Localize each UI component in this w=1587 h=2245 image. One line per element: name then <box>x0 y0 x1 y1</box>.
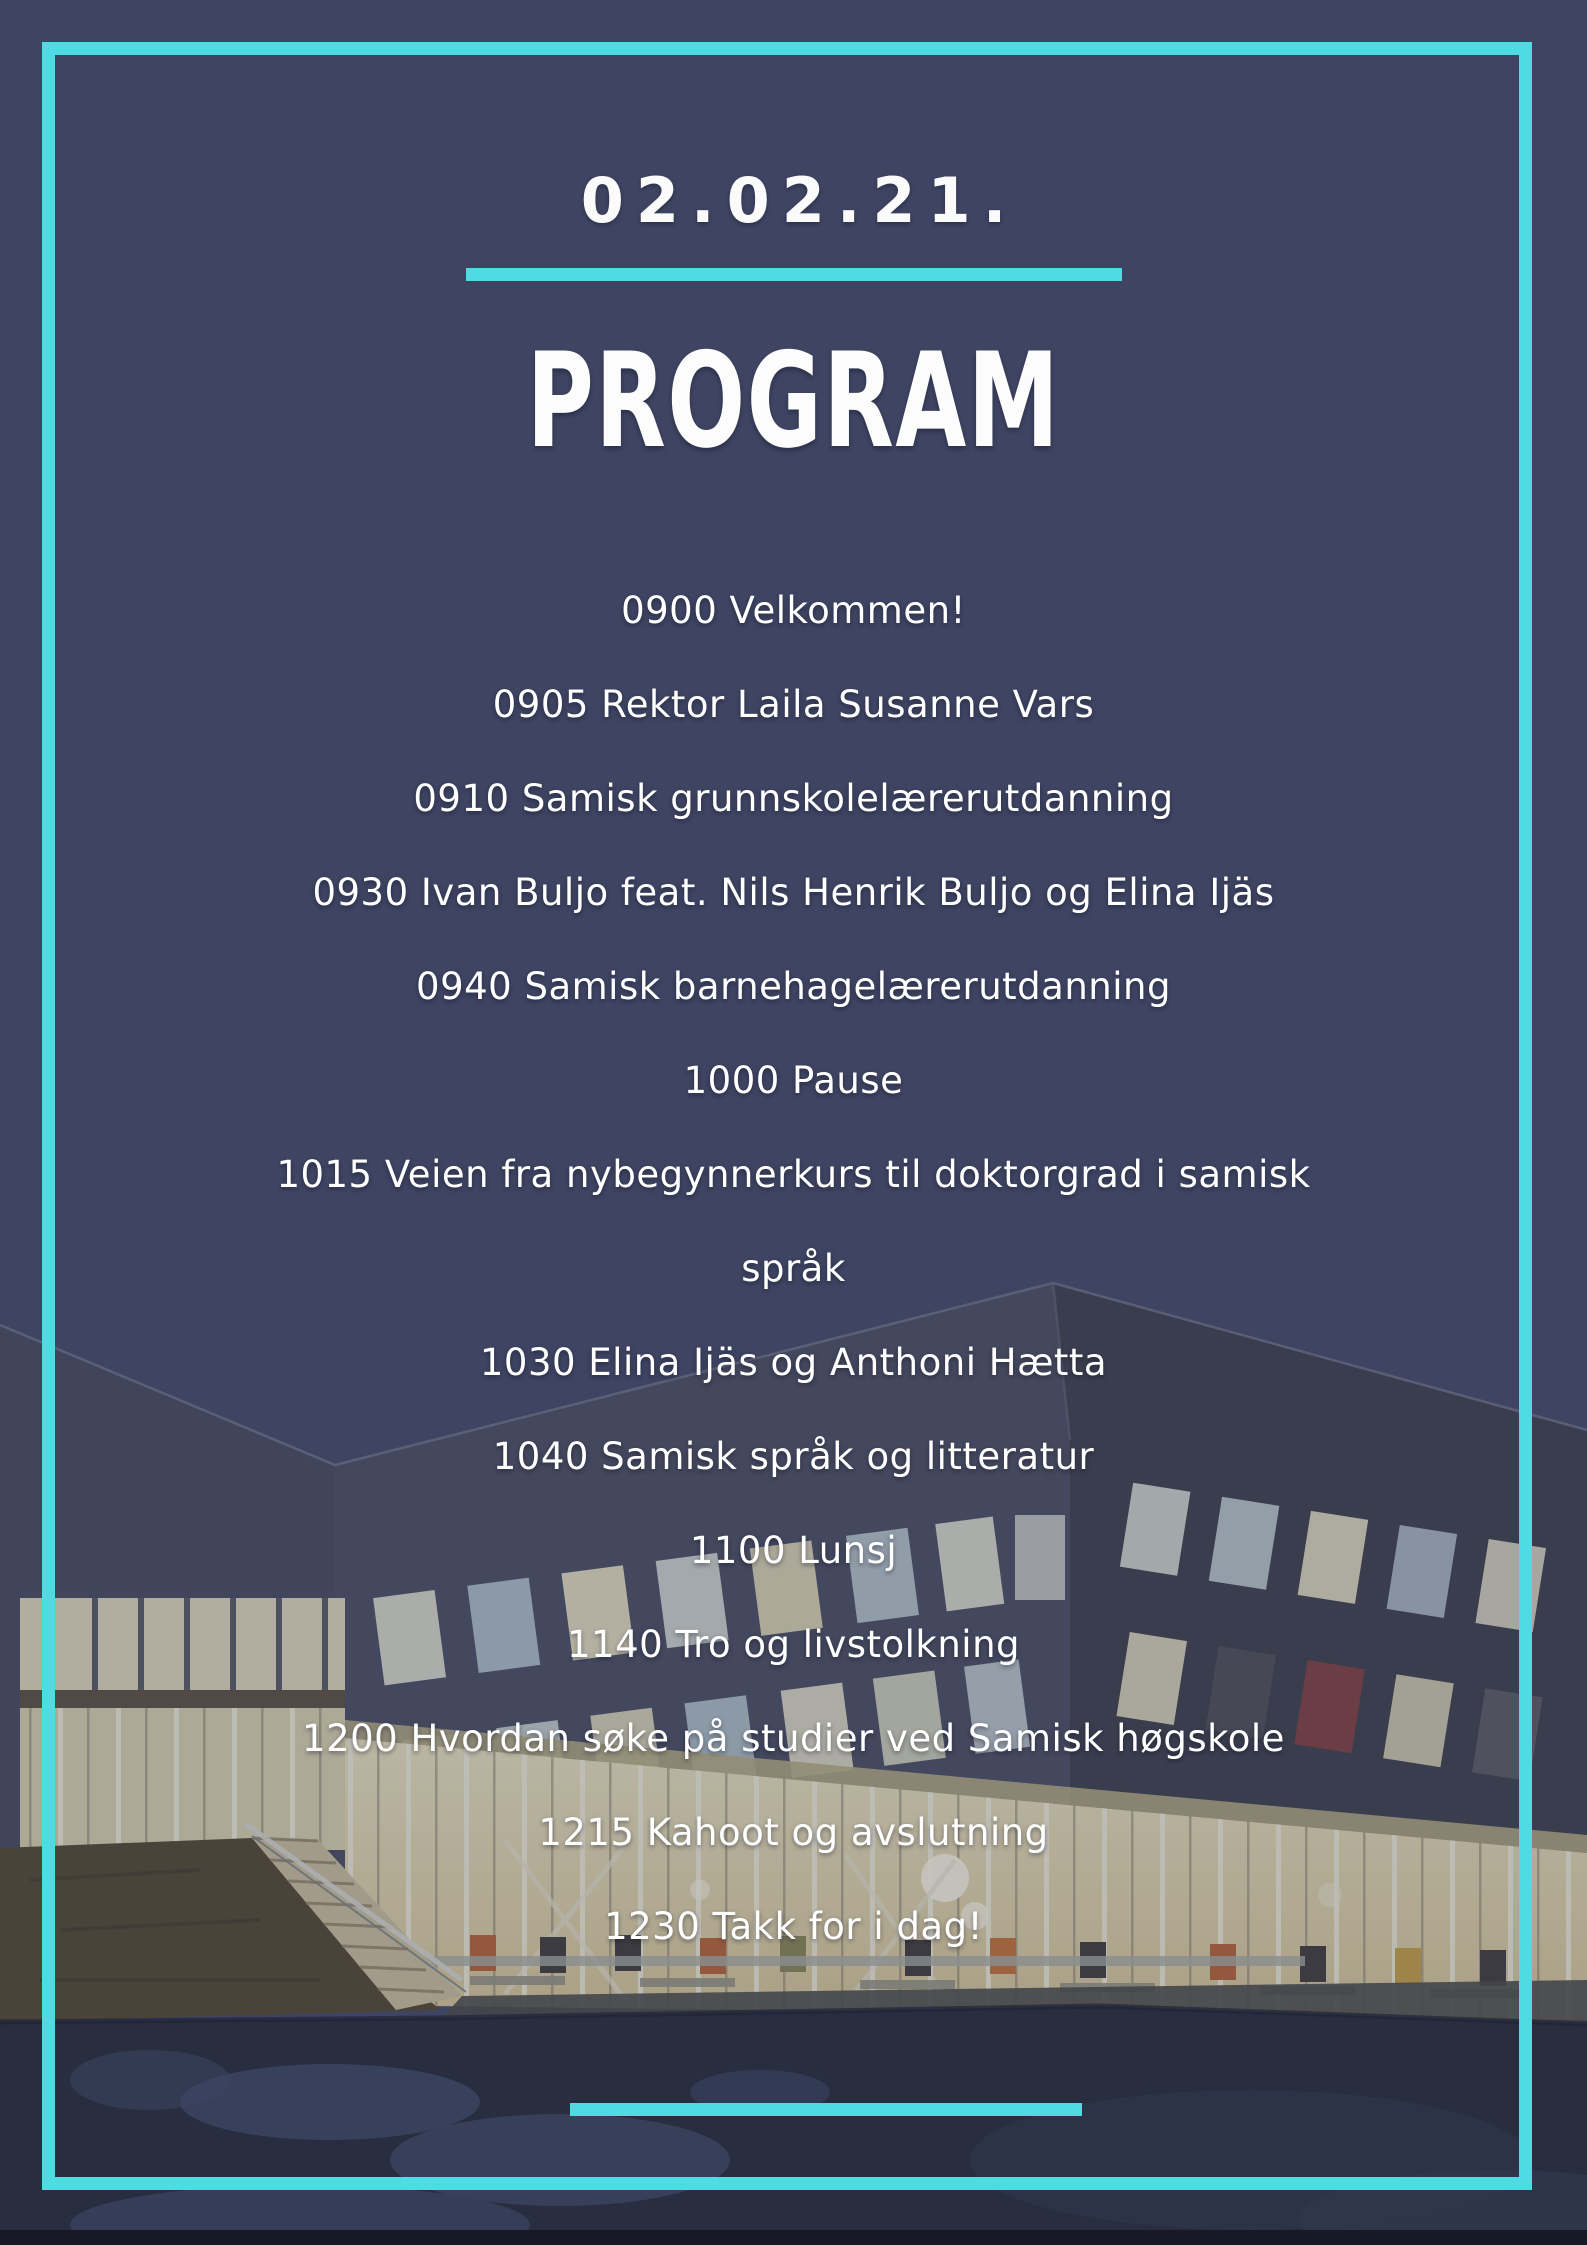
schedule-item: 0905 Rektor Laila Susanne Vars <box>492 683 1095 726</box>
bottom-divider <box>570 2103 1082 2116</box>
date-text: 02.02.21. <box>580 164 1019 237</box>
schedule-item: 1100 Lunsj <box>689 1529 898 1572</box>
date-underline <box>466 268 1122 281</box>
schedule-item: 1040 Samisk språk og litteratur <box>492 1435 1095 1478</box>
schedule-item: 1215 Kahoot og avslutning <box>538 1811 1049 1854</box>
poster-title: PROGRAM <box>526 324 1061 477</box>
schedule-item: 1000 Pause <box>683 1059 904 1102</box>
schedule-item: 0930 Ivan Buljo feat. Nils Henrik Buljo og Elina Ijäs <box>312 871 1275 914</box>
schedule-item: 0910 Samisk grunnskolelærerutdanning <box>413 777 1174 820</box>
schedule-item: 1030 Elina Ijäs og Anthoni Hætta <box>479 1341 1108 1384</box>
schedule-list <box>244 564 1344 1974</box>
schedule-item: 0940 Samisk barnehagelærerutdanning <box>416 965 1171 1008</box>
schedule-item: 0900 Velkommen! <box>621 589 966 632</box>
schedule-item: 1140 Tro og livstolkning <box>566 1623 1021 1666</box>
schedule-item: 1200 Hvordan søke på studier ved Samisk høgskole <box>302 1717 1285 1760</box>
schedule-item: 1015 Veien fra nybegynnerkurs til doktorgrad i samisk språk <box>276 1153 1311 1290</box>
schedule-item: 1230 Takk for i dag! <box>604 1905 983 1948</box>
